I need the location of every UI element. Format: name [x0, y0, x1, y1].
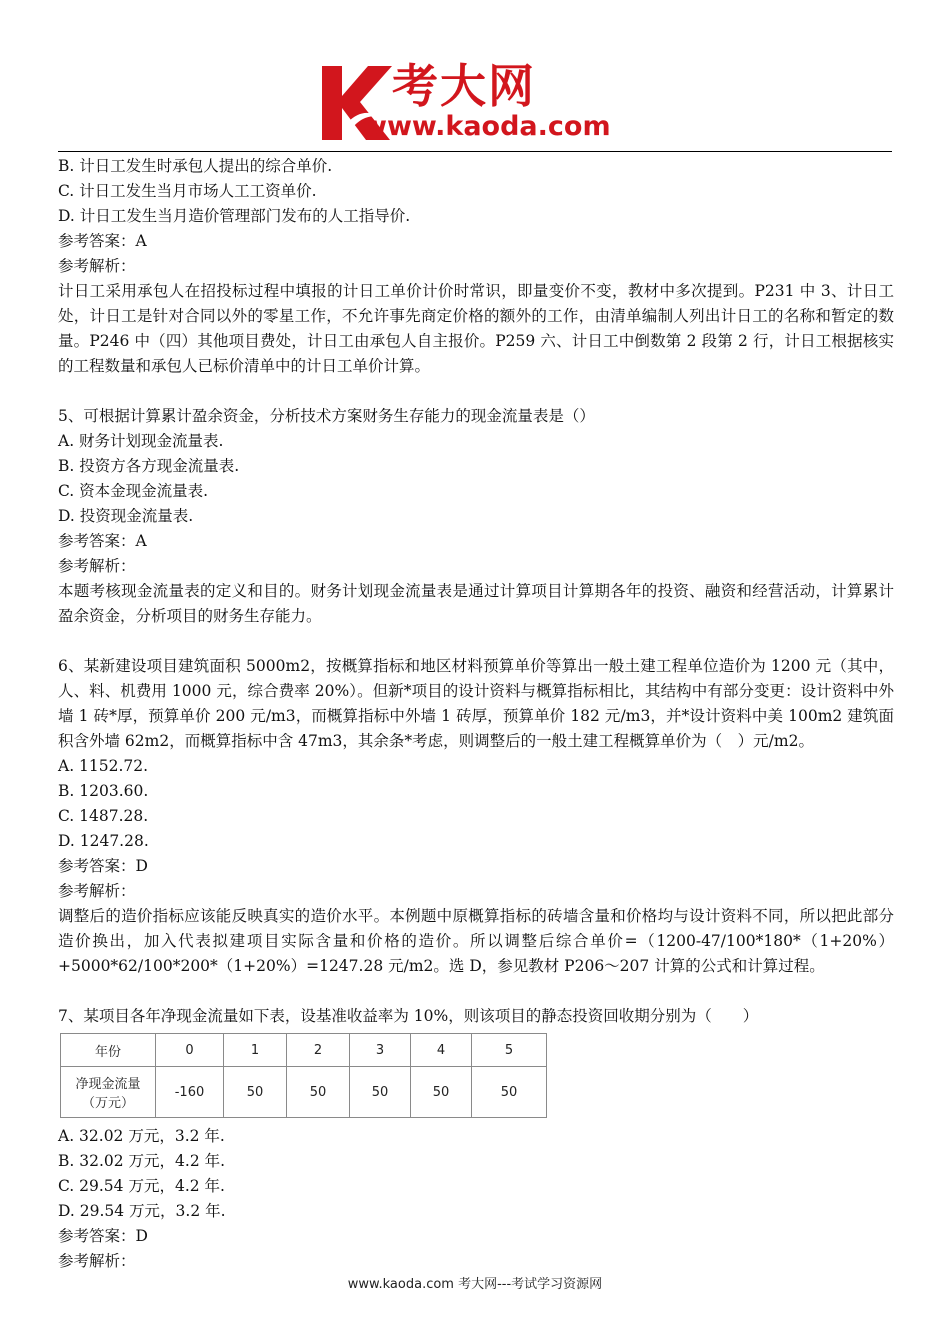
q6-answer: 参考答案：D	[58, 857, 148, 875]
q5-stem: 5、可根据计算累计盈余资金，分析技术方案财务生存能力的现金流量表是（）	[58, 407, 595, 425]
q4-option-c: C. 计日工发生当月市场人工工资单价.	[58, 182, 317, 200]
q7-option-d: D. 29.54 万元，3.2 年.	[58, 1202, 226, 1220]
q4-analysis: 计日工采用承包人在招投标过程中填报的计日工单价计价时常识，即量变价不变，教材中多次提到。P231 中 3、计日工处，计日工是针对合同以外的零星工作，不允许事先商定价格的额外的工作，由清单编制人列出计日工的名称和暂定的数量。P246 中（四）其他项目费处，计日工由承包人自主报价。P259 六、计日工中倒数第 2 段第 2 行，计日工根据核实的工程数量和承包人已标价清单中的计日工单价计算。	[58, 282, 894, 375]
q4-answer: 参考答案：A	[58, 232, 147, 250]
table-cell: 50	[411, 1067, 472, 1118]
table-header-cell: 2	[287, 1034, 350, 1067]
q7-answer: 参考答案：D	[58, 1227, 148, 1245]
q4-option-d: D. 计日工发生当月造价管理部门发布的人工指导价.	[58, 207, 411, 225]
table-cell: 50	[472, 1067, 547, 1118]
table-row-label	[61, 1067, 156, 1118]
document-body	[58, 154, 894, 1274]
q5-option-c: C. 资本金现金流量表.	[58, 482, 209, 500]
page-footer: www.kaoda.com 考大网---考试学习资源网	[347, 1277, 603, 1292]
q5-analysis: 本题考核现金流量表的定义和目的。财务计划现金流量表是通过计算项目计算期各年的投资、融资和经营活动，计算累计盈余资金，分析项目的财务生存能力。	[58, 582, 894, 625]
q6-option-a: A. 1152.72.	[58, 757, 149, 775]
q7-option-b: B. 32.02 万元，4.2 年.	[58, 1152, 226, 1170]
q6-option-b: B. 1203.60.	[58, 782, 149, 800]
cash-flow-table	[60, 1033, 547, 1118]
page-header	[0, 0, 950, 152]
table-cell: 50	[350, 1067, 411, 1118]
q5-answer: 参考答案：A	[58, 532, 147, 550]
header-divider	[58, 151, 892, 152]
table-cell: -160	[156, 1067, 224, 1118]
row-label-line: （万元）	[81, 1096, 134, 1111]
table-header-cell: 年份	[61, 1034, 156, 1067]
spacer	[58, 979, 894, 1004]
q5-option-a: A. 财务计划现金流量表.	[58, 432, 224, 450]
spacer	[58, 379, 894, 404]
table-cell: 50	[287, 1067, 350, 1118]
table-header-row	[61, 1034, 547, 1067]
kaoda-logo[interactable]	[318, 59, 638, 144]
q4-analysis-label: 参考解析：	[58, 257, 136, 275]
row-label-line: 净现金流量	[75, 1077, 141, 1092]
q6-stem: 6、某新建设项目建筑面积 5000m2，按概算指标和地区材料预算单价等算出一般土建工程单位造价为 1200 元（其中，人、料、机费用 1000 元，综合费率 20%）。但新*项目的设计资料与概算指标相比，其结构中有部分变更：设计资料中外墙 1 砖*厚，预算单价 200 元/m3，而概算指标中外墙 1 砖厚，预算单价 182 元/m3，并*设计资料中美 100m2 建筑面积含外墙 62m2，而概算指标中含 47m3，其余条*考虑，则调整后的一般土建工程概算单价为（ ）元/m2。	[58, 657, 894, 750]
logo-url-text: www.kaoda.com	[362, 111, 611, 142]
spacer	[58, 629, 894, 654]
q7-option-a: A. 32.02 万元，3.2 年.	[58, 1127, 225, 1145]
table-row	[61, 1067, 547, 1118]
q6-analysis-label: 参考解析：	[58, 882, 136, 900]
q6-analysis: 调整后的造价指标应该能反映真实的造价水平。本例题中原概算指标的砖墙含量和价格均与设计资料不同，所以把此部分造价换出，加入代表拟建项目实际含量和价格的造价。所以调整后综合单价=（1200-47/100*180*（1+20%）+5000*62/100*200*（1+20%）=1247.28 元/m2。选 D，参见教材 P206～207 计算的公式和计算过程。	[58, 907, 894, 975]
table-header-cell: 1	[224, 1034, 287, 1067]
q4-option-b: B. 计日工发生时承包人提出的综合单价.	[58, 157, 333, 175]
q6-option-d: D. 1247.28.	[58, 832, 149, 850]
table-header-cell: 3	[350, 1034, 411, 1067]
logo-chinese-text: 考大网	[392, 59, 536, 113]
table-header-cell: 4	[411, 1034, 472, 1067]
q6-option-c: C. 1487.28.	[58, 807, 149, 825]
table-cell: 50	[224, 1067, 287, 1118]
q5-option-b: B. 投资方各方现金流量表.	[58, 457, 240, 475]
q7-stem: 7、某项目各年净现金流量如下表，设基准收益率为 10%，则该项目的静态投资回收期分别为（ ）	[58, 1007, 759, 1025]
table-header-cell: 0	[156, 1034, 224, 1067]
q5-analysis-label: 参考解析：	[58, 557, 136, 575]
table-header-cell: 5	[472, 1034, 547, 1067]
q7-analysis-label: 参考解析：	[58, 1252, 136, 1270]
q5-option-d: D. 投资现金流量表.	[58, 507, 194, 525]
q7-option-c: C. 29.54 万元，4.2 年.	[58, 1177, 225, 1195]
